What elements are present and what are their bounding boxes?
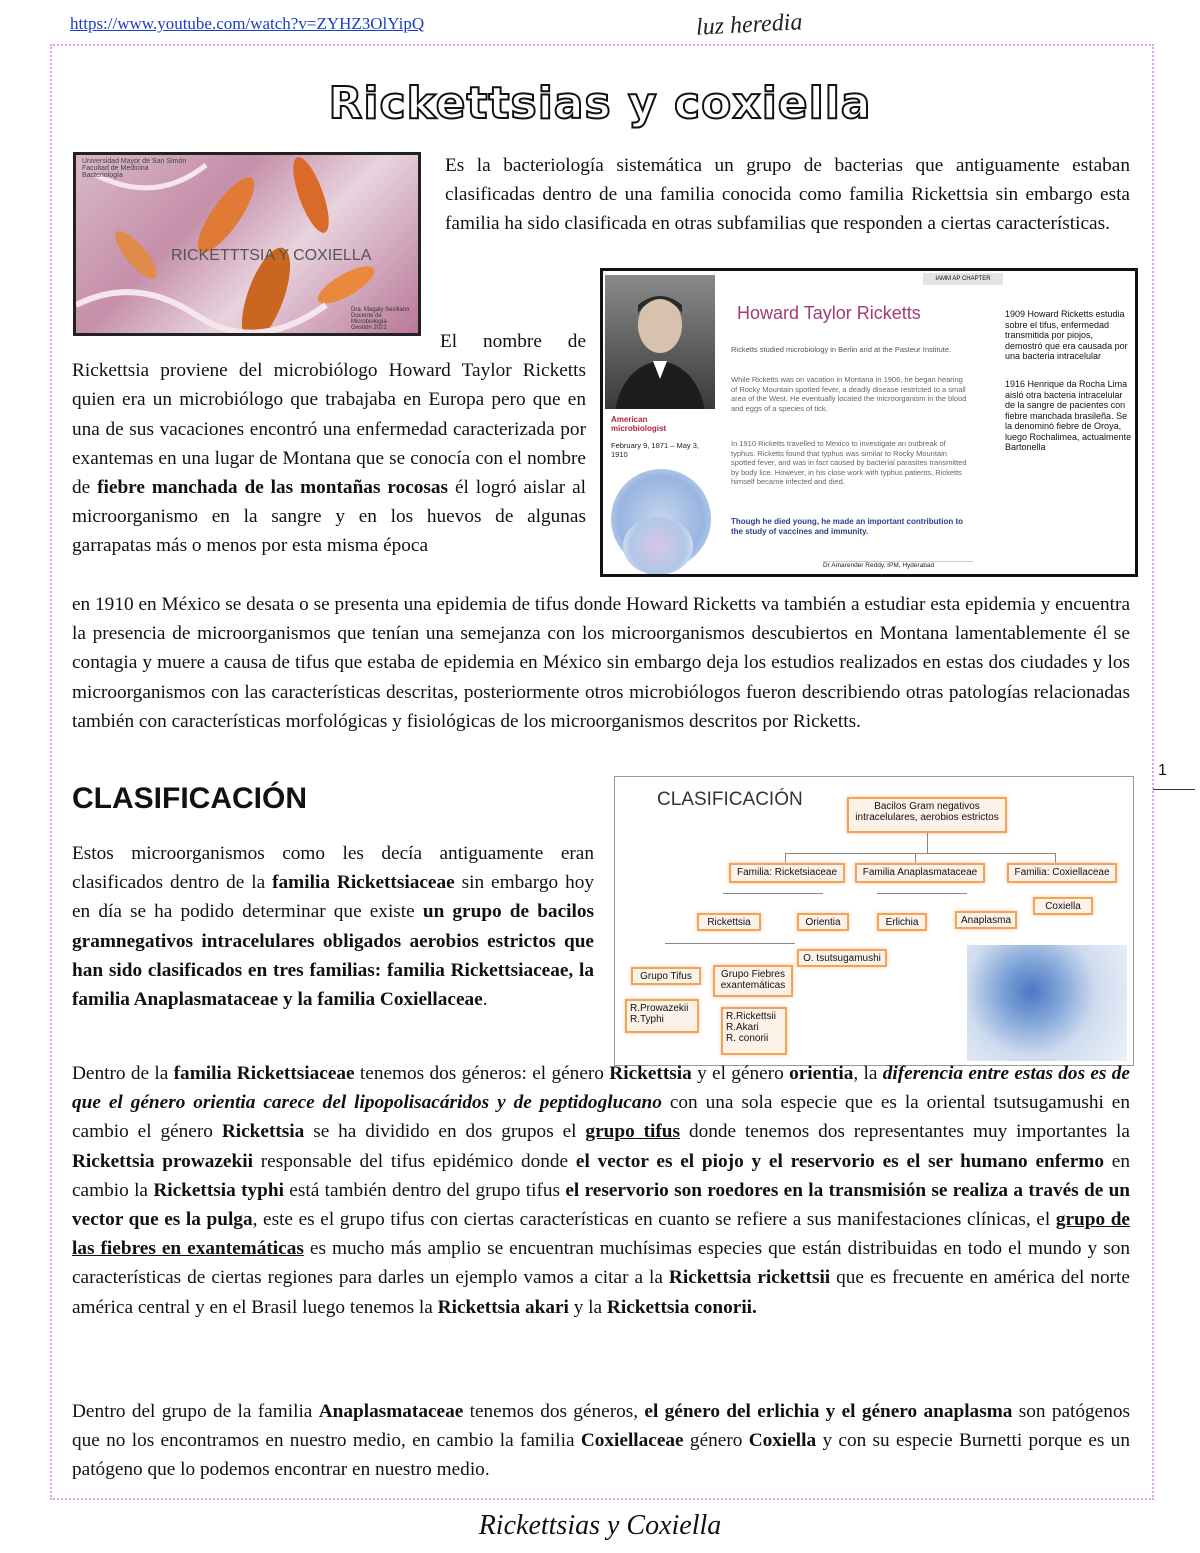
diagram-family-rickettsiaceae: Familia: Ricketsiaceae — [729, 863, 845, 883]
slide-credit: Dr Amarender Reddy, IPM, Hyderabad — [823, 561, 973, 569]
diagram-genus-coxiella: Coxiella — [1033, 897, 1093, 915]
clas-text-c: sin embargo hoy en día se ha podido determinar que existe — [72, 872, 595, 923]
body-paragraph-2 — [72, 1397, 1130, 1485]
body-text: Dentro del grupo de la familia — [72, 1401, 313, 1422]
slide-label-microbiologist: American microbiologist — [611, 415, 667, 433]
intro-paragraph-1: Es la bacteriología sistemática un grupo de bacterias que antiguamente estaban clasificadas dentro de una familia conocida como familia Rickettsia sin embargo esta familia ha sido clasificada en otras subfamilias que responden a ciertas características. — [445, 155, 1130, 235]
slide-text-4: Though he died young, he made an important contribution to the study of vaccines and immunity. — [731, 517, 963, 536]
intro-p2-bold: fiebre manchada de las montañas rocosas — [97, 477, 449, 499]
body-bold: Rickettsia prowazekii — [72, 1150, 253, 1172]
clas-text-a: Estos microorganismos como les decía antiguamente eran clasificados dentro de la — [72, 843, 594, 894]
clasificacion-paragraph — [72, 839, 594, 1014]
body-text: es mucho más amplio se encuentran muchísimas especies que están distribuidas en todo el mundo y son características de ciertas regiones para darles un ejemplo vamos a citar a la — [72, 1238, 1130, 1289]
body-bold-italic: diferencia entre estas dos es de que el género orientia carece del lipopolisacáridos y de peptidoglucano — [72, 1063, 1130, 1114]
clas-end: . — [482, 989, 488, 1011]
body-text: género — [689, 1430, 743, 1452]
micrograph-2 — [623, 517, 693, 575]
body-text: responsable del tifus epidémico donde — [260, 1150, 569, 1172]
ricketts-slide-image — [600, 268, 1138, 577]
page-footer: Rickettsias y Coxiella — [478, 1510, 722, 1541]
body-text: son patógenos que no los encontramos en nuestro medio, en cambio la familia — [72, 1401, 1131, 1452]
diagram-group-fiebres: Grupo Fiebres exantemáticas — [713, 965, 793, 997]
intro-paragraph-3: en 1910 en México se desata o se presenta una epidemia de tifus donde Howard Ricketts va también a estudiar esta epidemia y encuentra la presencia de microorganismos que tenían una semejanza con los microorganismos descubiertos en Montana lamentablemente él se contagia y muere a causa de tifus que estaba de epidemia en México sin embargo deja los estudios realizados en estas dos ciudades y los microorganismos con las características descritas, posteriormente otros microbiólogos fueron describiendo otras patologías relacionadas también con características morfológicas y fisiológicas de los microorganismos descritos por Ricketts. — [72, 594, 1130, 732]
diagram-root: Bacilos Gram negativos intracelulares, aerobios estrictos — [847, 797, 1007, 833]
diagram-genus-erlichia: Erlichia — [877, 913, 927, 931]
body-text: donde tenemos dos representantes muy importantes la — [688, 1121, 1130, 1143]
page-number-rule — [1153, 789, 1195, 790]
body-text: , la — [853, 1063, 878, 1084]
slide-badge: IAMM AP CHAPTER — [923, 273, 1003, 285]
body-bold: Anaplasmataceae — [318, 1401, 464, 1422]
diagram-family-coxiellaceae: Familia: Coxiellaceae — [1007, 863, 1117, 883]
intro-p2-text-a: El nombre de Rickettsia proviene del microbiólogo Howard Taylor Ricketts quien era un microbiólogo que trabajaba en Europa pero que en una de sus vacaciones encontró una enfermedad caracterizada por exantemas en una lugar de Montana que se conocía con el nombre de — [72, 331, 586, 499]
page-title: Rickettsias y coxiella — [328, 78, 872, 129]
diagram-species-fiebres: R.Rickettsii R.Akari R. conorii — [721, 1007, 787, 1055]
body-text: está también dentro del grupo tifus — [289, 1179, 561, 1201]
portrait-photo — [605, 275, 715, 409]
intro-paragraph-2 — [72, 327, 586, 561]
slide-text-3: In 1910 Ricketts travelled to Mexico to investigate an outbreak of typhus. Ricketts found that typhus was similar to Rocky Mountain spotted fever, and was in fact caused by bacterial parasites transmitted by body lice. However, in his close work with typhus patients, Ricketts himself became infected and died. — [731, 439, 967, 486]
diagram-title: CLASIFICACIÓN — [657, 789, 803, 810]
slide-side-note-1: 1909 Howard Ricketts estudia sobre el tifus, enfermedad transmitida por piojos, demostró que era causada por una bacteria intracelular — [1005, 309, 1128, 361]
section-heading-clasificacion: CLASIFICACIÓN — [72, 782, 307, 815]
body-text: en cambio la — [72, 1150, 1130, 1201]
body-bold: familia Rickettsiaceae — [173, 1063, 355, 1084]
body-text: y el género — [697, 1063, 784, 1084]
body-text: tenemos dos géneros, — [469, 1401, 639, 1422]
body-bold: orientia — [789, 1063, 854, 1084]
body-text: tenemos dos géneros: el género — [359, 1063, 604, 1084]
body-bold: el género del erlichia y el género anaplasma — [644, 1401, 1013, 1422]
body-paragraph-1 — [72, 1059, 1130, 1322]
slide-dates: February 9, 1871 – May 3, 1910 — [611, 441, 699, 459]
diagram-species-tifus: R.Prowazekii R.Typhi — [625, 999, 699, 1033]
cover-image-header: Universidad Mayor de San Simón Facultad de Medicina Bacteriología — [82, 158, 187, 179]
body-text: Dentro de la — [72, 1063, 169, 1084]
diagram-genus-orientia: Orientia — [797, 913, 849, 931]
diagram-family-anaplasmataceae: Familia Anaplasmataceae — [855, 863, 985, 883]
diagram-species-orientia: O. tsutsugamushi — [797, 949, 887, 967]
cover-image — [73, 152, 421, 336]
diagram-group-tifus: Grupo Tifus — [631, 967, 701, 985]
slide-text-1: Ricketts studied microbiology in Berlin and at the Pasteur Institute. — [731, 345, 952, 354]
body-text: con una sola especie que es la oriental tsutsugamushi en cambio el género — [72, 1092, 1130, 1143]
body-bold: Rickettsia conorii. — [606, 1296, 757, 1318]
clas-bold-1: familia Rickettsiaceae — [272, 872, 455, 894]
clas-bold-2: un grupo de bacilos gramnegativos intracelulares obligados aerobios estrictos que han sido clasificados en tres familias: familia Rickettsiaceae, la familia Anaplasmataceae y la familia Coxiellaceae — [72, 901, 594, 1011]
body-bold: Rickettsia — [221, 1121, 305, 1143]
person-portrait-icon — [605, 275, 715, 409]
diagram-micrograph — [967, 945, 1127, 1061]
classification-diagram — [614, 776, 1134, 1066]
body-bold: el reservorio son roedores en la transmisión se realiza a través de un vector que es la pulga — [72, 1179, 1131, 1231]
body-bold: Coxiella — [748, 1430, 817, 1452]
body-bold: Rickettsia typhi — [153, 1179, 284, 1201]
body-bold: Coxiellaceae — [580, 1430, 684, 1452]
body-text: que es frecuente en américa del norte américa central y en el Brasil luego tenemos la — [72, 1267, 1130, 1318]
body-text: y con su especie Burnetti porque es un patógeno que lo podemos encontrar en nuestro medio. — [72, 1430, 1130, 1481]
body-bold: el vector es el piojo y el reservorio es el ser humano enfermo — [575, 1150, 1104, 1172]
body-text: y la — [573, 1296, 603, 1318]
body-bold: Rickettsia — [609, 1063, 692, 1084]
slide-side-note-2: 1916 Henrique da Rocha Lima aisló otra bacteria intracelular de la sangre de pacientes con fiebre manchada brasileña. Se la denominó fiebre de Oroya, luego Rochalimea, actualmente Bartonella — [1005, 379, 1132, 452]
body-bold: Rickettsia akari — [437, 1296, 569, 1318]
body-text: se ha dividido en dos grupos el — [313, 1121, 577, 1143]
diagram-genus-rickettsia: Rickettsia — [697, 913, 761, 931]
body-bold-underline: grupo de las fiebres en exantemáticas — [72, 1209, 1130, 1260]
diagram-genus-anaplasma: Anaplasma — [955, 911, 1017, 929]
body-text: , este es el grupo tifus con ciertas características en cuanto se refiere a sus manifestaciones clínicas, el — [252, 1209, 1051, 1231]
cover-image-caption: RICKETTTSIA Y COXIELLA — [171, 247, 372, 264]
source-url-link[interactable]: https://www.youtube.com/watch?v=ZYHZ3OlYipQ — [70, 14, 425, 33]
body-bold-underline: grupo tifus — [585, 1121, 681, 1143]
intro-p2-text-b: él logró aislar al microorganismo en la sangre y en los huevos de algunas garrapatas más o menos por esta misma época — [72, 477, 587, 557]
slide-text-2: While Ricketts was on vacation in Montana in 1906, he began hearing of Rocky Mountain spotted fever, a deadly disease restricted to a small area of the West. He eventually located the microorganism in the blood and eggs of a species of tick. — [731, 375, 967, 413]
author-signature: luz heredia — [695, 9, 804, 41]
page-number: 1 — [1158, 762, 1167, 779]
slide-title: Howard Taylor Ricketts — [737, 303, 921, 323]
cover-image-credit: Dra. Magaly Sevillano Docente de Microbiología Gestión 2021 — [351, 307, 410, 331]
body-bold: Rickettsia rickettsii — [668, 1267, 831, 1289]
